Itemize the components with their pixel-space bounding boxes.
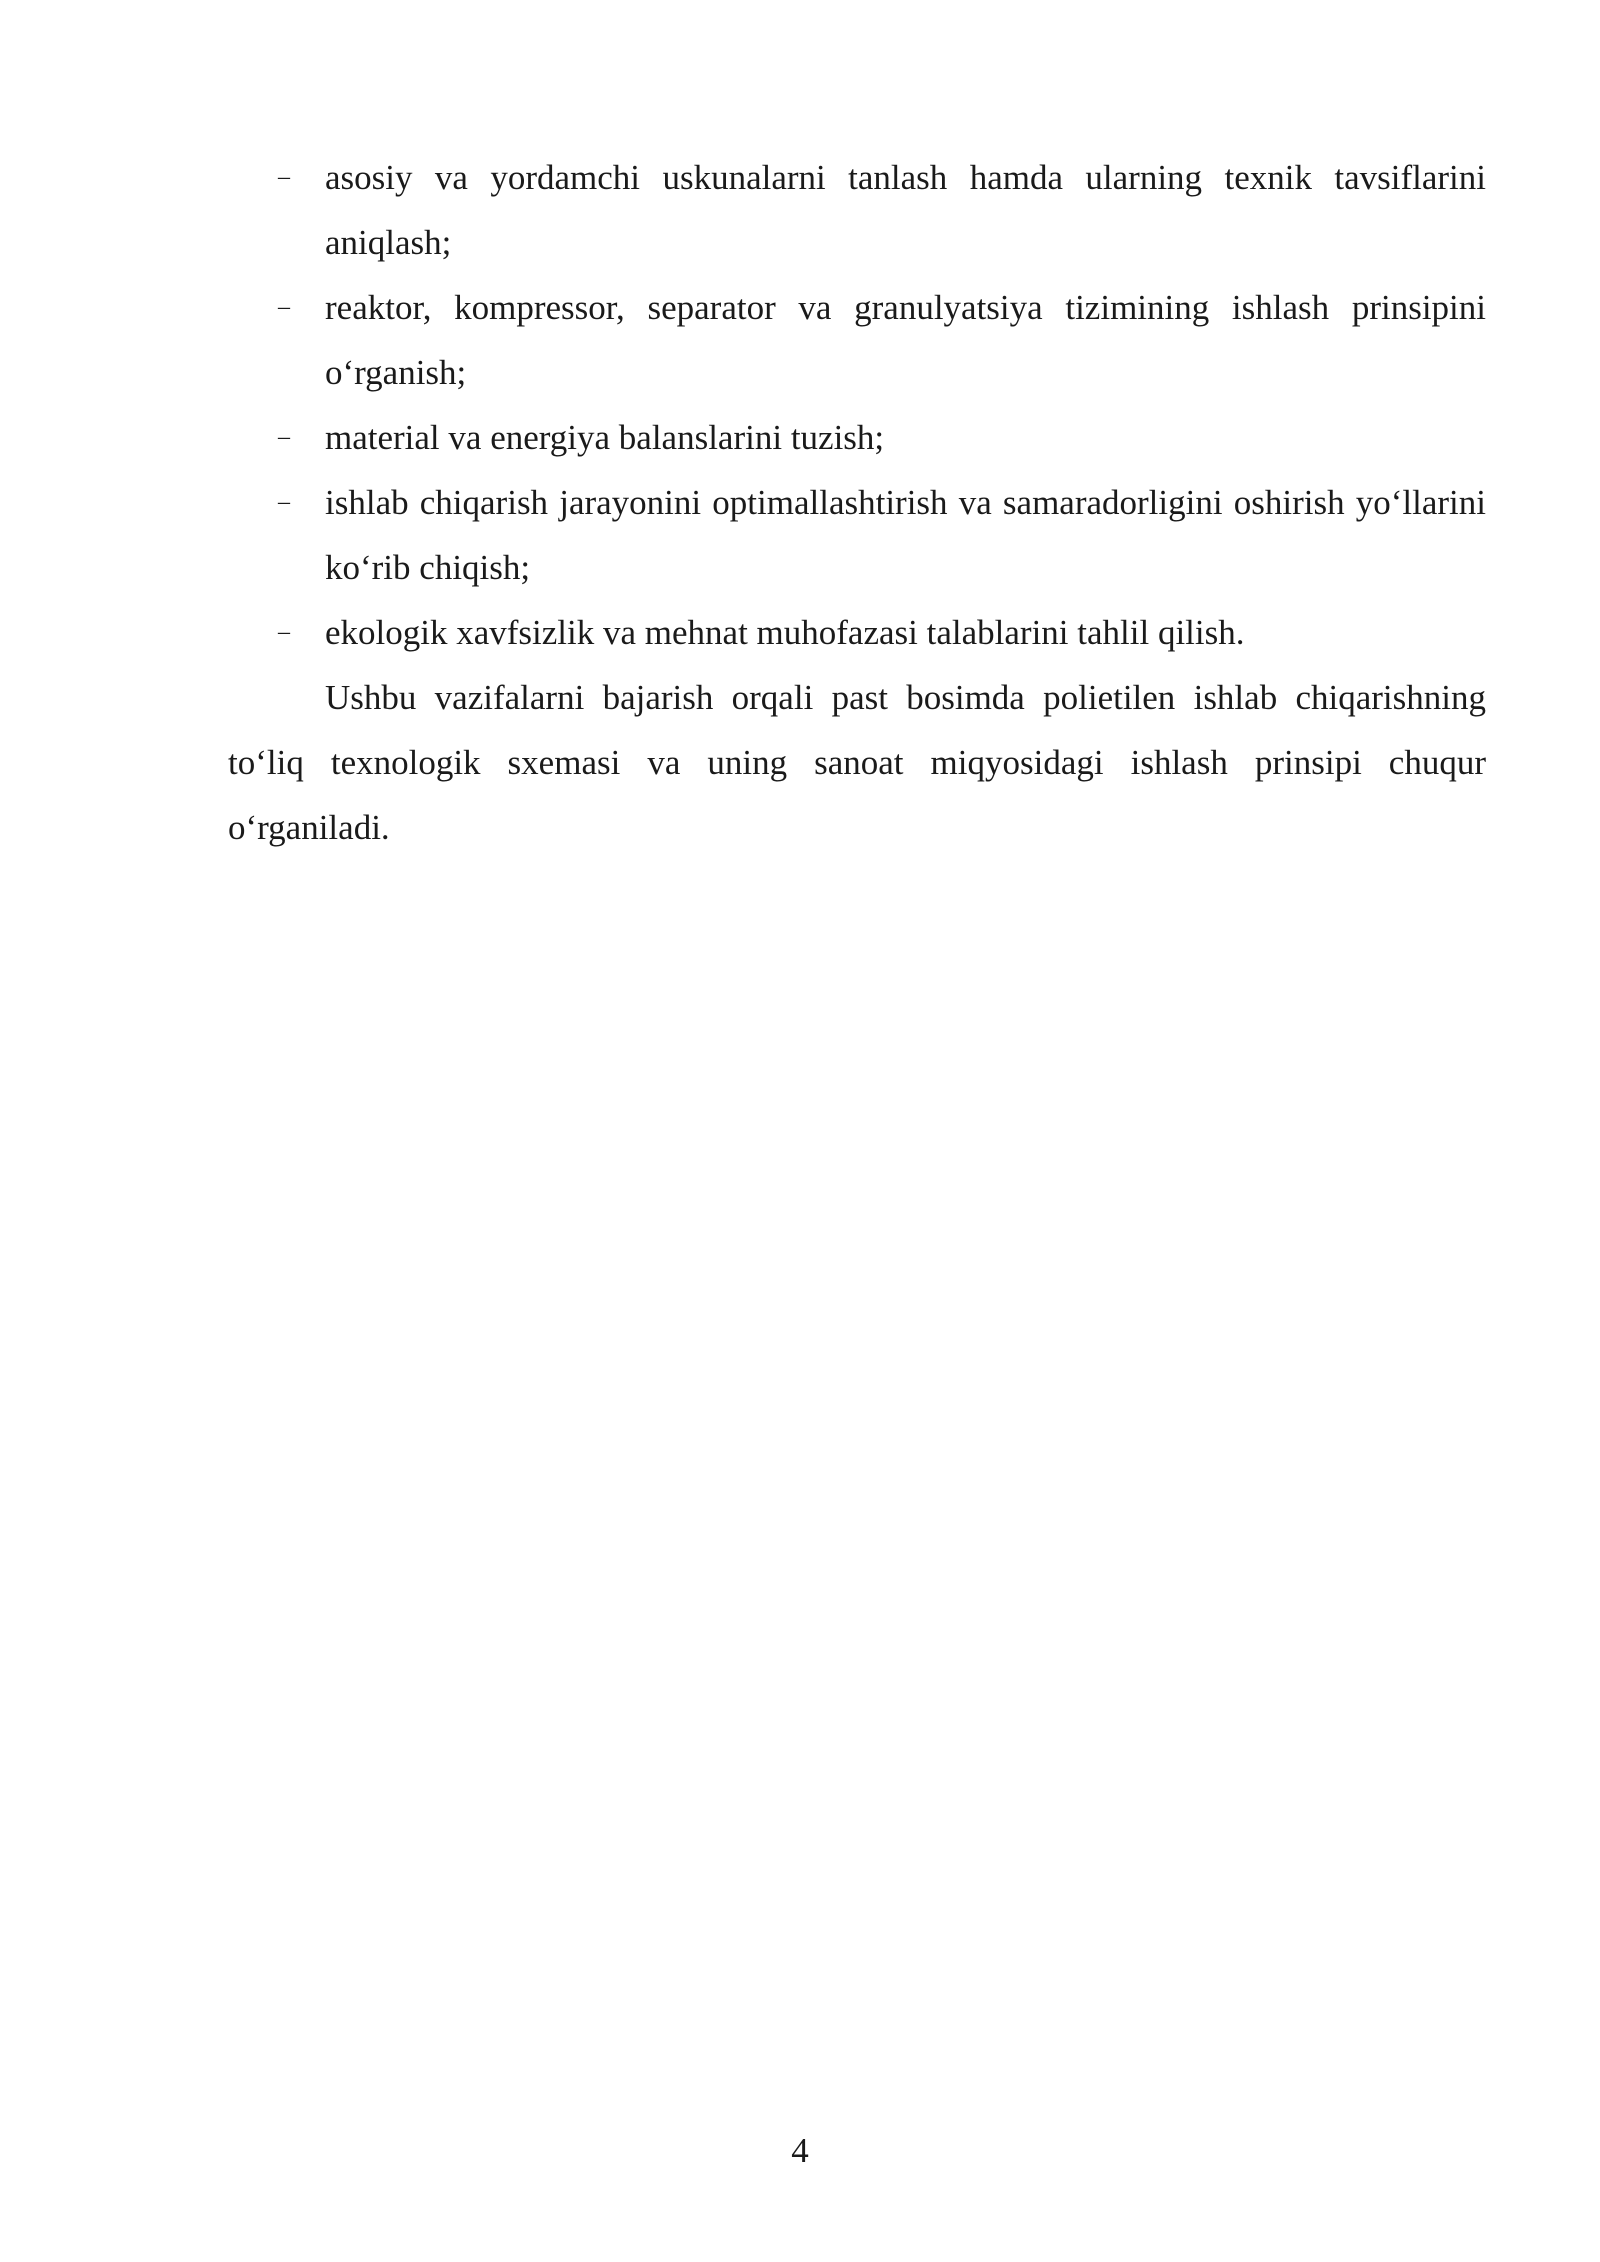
list-item (228, 405, 1486, 470)
list-item (228, 600, 1486, 665)
page-content (228, 145, 1486, 860)
dash-bullet: – (278, 619, 290, 645)
list-item-text: material va energiya balanslarini tuzish; (325, 418, 885, 457)
list-item (228, 145, 1486, 275)
dash-bullet: – (278, 164, 290, 190)
page-number: 4 (791, 2131, 809, 2170)
dash-bullet: – (278, 489, 290, 515)
list-item (228, 470, 1486, 600)
list-item-text: ishlab chiqarish jarayonini optimallashtirish va samaradorligini oshirish yo‘llarini ko‘rib chiqish; (325, 483, 1486, 587)
list-item (228, 275, 1486, 405)
list-item-text: reaktor, kompressor, separator va granulyatsiya tizimining ishlash prinsipini o‘rganish; (325, 288, 1486, 392)
dash-bullet: – (278, 294, 290, 320)
list-item-text: ekologik xavfsizlik va mehnat muhofazasi talablarini tahlil qilish. (325, 613, 1245, 652)
body-paragraph: Ushbu vazifalarni bajarish orqali past bosimda polietilen ishlab chiqarishning to‘liq texnologik sxemasi va uning sanoat miqyosidagi ishlash prinsipi chuqur o‘rganiladi. (228, 678, 1486, 847)
task-list (228, 145, 1486, 665)
list-item-text: asosiy va yordamchi uskunalarni tanlash hamda ularning texnik tavsiflarini aniqlash; (325, 158, 1486, 262)
dash-bullet: – (278, 424, 290, 450)
